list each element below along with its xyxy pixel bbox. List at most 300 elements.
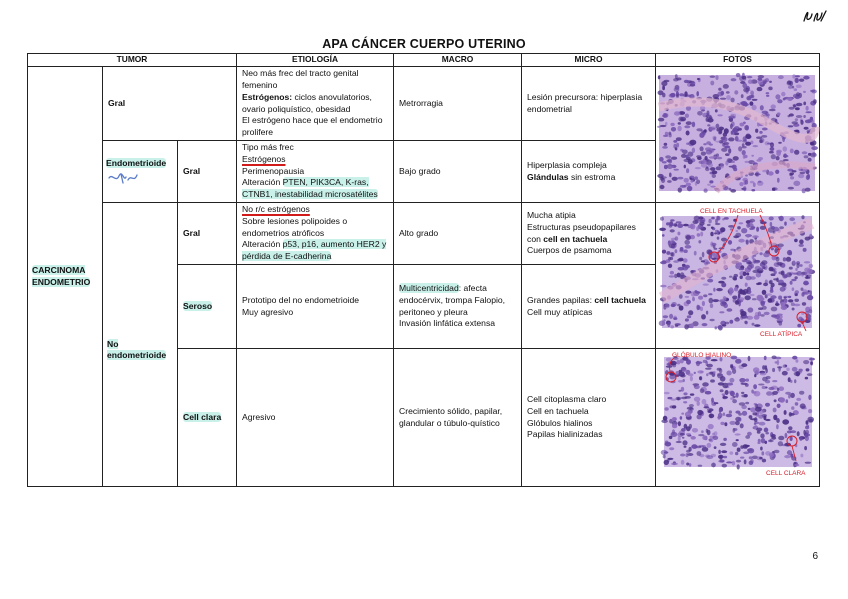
nucleus-mark <box>720 422 724 425</box>
nucleus-mark <box>785 392 791 395</box>
nucleus-mark <box>761 451 764 455</box>
nucleus-mark <box>720 301 726 306</box>
nucleus-mark <box>738 417 742 421</box>
nucleus-mark <box>687 315 691 318</box>
nucleus-mark <box>771 154 776 159</box>
nucleus-mark <box>780 287 786 292</box>
nucleus-mark <box>718 455 724 459</box>
nucleus-mark <box>706 150 712 155</box>
nucleus-mark <box>775 357 782 360</box>
nucleus-mark <box>706 117 710 122</box>
nucleus-mark <box>679 294 683 299</box>
nucleus-mark <box>676 143 679 148</box>
nucleus-mark <box>749 294 754 296</box>
nucleus-mark <box>707 279 713 283</box>
nucleus-mark <box>697 410 703 415</box>
nucleus-mark <box>732 399 737 403</box>
nucleus-mark <box>759 422 766 426</box>
nucleus-mark <box>690 393 694 395</box>
nucleus-mark <box>783 257 786 261</box>
nucleus-mark <box>751 155 754 157</box>
tumor-no-endo-gral: Gral <box>178 203 237 265</box>
nucleus-mark <box>692 297 695 301</box>
nucleus-mark <box>745 180 748 185</box>
nucleus-mark <box>694 176 698 180</box>
nucleus-mark <box>754 324 760 327</box>
nucleus-mark <box>664 407 668 410</box>
annotation-globulo-hialino: GLÓBULO HIALINO <box>672 352 732 359</box>
nucleus-mark <box>663 319 665 321</box>
nucleus-mark <box>707 113 710 117</box>
nucleus-mark <box>762 386 767 389</box>
nucleus-mark <box>794 239 798 243</box>
nucleus-mark <box>718 416 721 419</box>
nucleus-mark <box>679 258 684 261</box>
nucleus-mark <box>660 185 665 189</box>
etiologia-no-endo-gral: No r/c estrógenos Sobre lesiones polipoides o endometrios atróficos Alteración p53, p16, aumento HER2 y pérdida de E-cadherina <box>237 203 394 265</box>
nucleus-mark <box>677 232 680 236</box>
histology-image-seroso <box>656 203 820 349</box>
nucleus-mark <box>671 127 676 132</box>
nucleus-mark <box>702 252 705 258</box>
nucleus-mark <box>721 91 725 96</box>
nucleus-mark <box>813 99 817 103</box>
nucleus-mark <box>717 237 720 240</box>
nucleus-mark <box>731 78 737 81</box>
nucleus-mark <box>705 156 708 160</box>
nucleus-mark <box>758 414 763 418</box>
nucleus-mark <box>720 376 726 382</box>
nucleus-mark <box>684 249 688 253</box>
nucleus-mark <box>703 143 706 145</box>
macro-endometrioide: Bajo grado <box>394 141 522 203</box>
nucleus-mark <box>777 99 782 103</box>
nucleus-mark <box>738 290 742 294</box>
nucleus-mark <box>777 178 780 183</box>
nucleus-mark <box>675 236 679 241</box>
nucleus-mark <box>718 88 721 91</box>
nucleus-mark <box>758 311 761 316</box>
nucleus-mark <box>807 269 813 274</box>
nucleus-mark <box>685 412 691 418</box>
nucleus-mark <box>733 428 737 431</box>
nucleus-mark <box>720 227 725 232</box>
nucleus-mark <box>664 143 668 146</box>
nucleus-mark <box>753 226 755 229</box>
nucleus-mark <box>805 111 811 113</box>
nucleus-mark <box>804 155 809 158</box>
nucleus-mark <box>739 297 744 301</box>
nucleus-mark <box>771 434 776 438</box>
nucleus-mark <box>686 433 691 436</box>
nucleus-mark <box>746 240 749 243</box>
nucleus-mark <box>741 392 744 394</box>
nucleus-mark <box>720 98 726 100</box>
nucleus-mark <box>778 142 782 144</box>
nucleus-mark <box>708 163 713 167</box>
nucleus-mark <box>745 142 751 146</box>
nucleus-mark <box>744 321 747 324</box>
nucleus-mark <box>702 445 706 448</box>
nucleus-mark <box>709 126 716 130</box>
nucleus-mark <box>745 161 749 163</box>
nucleus-mark <box>805 237 811 241</box>
nucleus-mark <box>789 412 792 417</box>
nucleus-mark <box>720 443 726 446</box>
nucleus-mark <box>808 419 813 423</box>
nucleus-mark <box>749 456 753 459</box>
nucleus-mark <box>745 402 749 405</box>
nucleus-mark <box>713 371 716 374</box>
nucleus-mark <box>684 91 687 97</box>
nucleus-mark <box>799 391 804 395</box>
nucleus-mark <box>792 308 795 311</box>
nucleus-mark <box>715 141 721 143</box>
nucleus-mark <box>670 325 674 328</box>
nucleus-mark <box>778 441 783 446</box>
nucleus-mark <box>691 436 696 440</box>
nucleus-mark <box>702 399 707 405</box>
nucleus-mark <box>799 437 802 440</box>
nucleus-mark <box>682 437 685 439</box>
nucleus-mark <box>802 302 806 306</box>
nucleus-mark <box>808 395 811 400</box>
nucleus-mark <box>809 264 813 268</box>
nucleus-mark <box>790 149 794 154</box>
micro-seroso: Grandes papilas: cell tachuela Cell muy atípicas <box>522 265 656 349</box>
nucleus-mark <box>694 385 697 387</box>
nucleus-mark <box>740 311 746 316</box>
nucleus-mark <box>739 378 745 382</box>
nucleus-mark <box>717 325 722 329</box>
nucleus-mark <box>734 90 738 94</box>
nucleus-mark <box>688 310 693 315</box>
nucleus-mark <box>801 215 804 219</box>
nucleus-mark <box>735 359 741 364</box>
nucleus-mark <box>787 80 792 84</box>
nucleus-mark <box>732 461 736 466</box>
nucleus-mark <box>749 415 753 419</box>
nucleus-mark <box>681 460 685 465</box>
nucleus-mark <box>672 363 676 367</box>
nucleus-mark <box>809 309 813 313</box>
nucleus-mark <box>687 407 693 410</box>
nucleus-mark <box>763 252 770 257</box>
tumor-no-endometrioide-cell <box>103 203 178 487</box>
nucleus-mark <box>779 216 784 221</box>
nucleus-mark <box>719 408 722 413</box>
nucleus-mark <box>739 123 744 127</box>
nucleus-mark <box>737 226 741 229</box>
nucleus-mark <box>758 267 763 270</box>
nucleus-mark <box>673 317 677 320</box>
nucleus-mark <box>677 126 681 132</box>
nucleus-mark <box>712 433 715 436</box>
nucleus-mark <box>803 360 809 364</box>
nucleus-mark <box>744 155 748 158</box>
nucleus-mark <box>688 373 694 376</box>
nucleus-mark <box>718 450 721 454</box>
nucleus-mark <box>794 299 799 302</box>
nucleus-mark <box>788 299 793 302</box>
nucleus-mark <box>661 419 667 423</box>
nucleus-mark <box>740 445 743 449</box>
nucleus-mark <box>743 272 747 277</box>
nucleus-mark <box>756 227 759 232</box>
nucleus-mark <box>755 407 762 412</box>
micro-endometrioide: Hiperplasia compleja Glándulas sin estroma <box>522 141 656 203</box>
nucleus-mark <box>684 396 691 399</box>
tumor-cell-clara-cell <box>178 349 237 487</box>
nucleus-mark <box>668 158 672 163</box>
nucleus-mark <box>747 76 752 78</box>
etiologia-line <box>242 154 388 166</box>
nucleus-mark <box>756 283 760 285</box>
nucleus-mark <box>683 258 688 263</box>
nucleus-mark <box>680 454 685 457</box>
nucleus-mark <box>776 156 780 160</box>
nucleus-mark <box>724 128 729 134</box>
nucleus-mark <box>689 447 692 452</box>
nucleus-mark <box>775 303 780 306</box>
nucleus-mark <box>737 464 740 469</box>
nucleus-mark <box>782 371 788 376</box>
nucleus-mark <box>735 452 738 456</box>
nucleus-mark <box>680 117 686 122</box>
nucleus-mark <box>744 394 748 397</box>
nucleus-mark <box>753 367 759 373</box>
nucleus-mark <box>686 463 689 466</box>
nucleus-mark <box>784 222 787 226</box>
nucleus-mark <box>748 79 753 84</box>
nucleus-mark <box>766 376 771 379</box>
nucleus-mark <box>715 109 718 112</box>
nucleus-mark <box>715 223 721 225</box>
nucleus-mark <box>748 356 751 362</box>
nucleus-mark <box>804 261 810 263</box>
nucleus-mark <box>732 161 735 163</box>
nucleus-mark <box>672 417 677 421</box>
nucleus-mark <box>760 105 764 110</box>
nucleus-mark <box>660 261 667 264</box>
nucleus-mark <box>711 359 718 361</box>
nucleus-mark <box>658 75 661 79</box>
nucleus-mark <box>692 428 698 433</box>
nucleus-mark <box>788 377 791 382</box>
nucleus-mark <box>796 398 801 401</box>
nucleus-mark <box>676 94 679 97</box>
nucleus-mark <box>697 451 702 456</box>
nucleus-mark <box>781 283 786 287</box>
nucleus-mark <box>729 287 733 293</box>
nucleus-mark <box>697 233 701 237</box>
nucleus-mark <box>744 459 747 464</box>
nucleus-mark <box>805 436 809 441</box>
nucleus-mark <box>796 78 799 83</box>
nucleus-mark <box>678 187 682 192</box>
nucleus-mark <box>745 283 748 287</box>
nucleus-mark <box>752 391 757 394</box>
nucleus-mark <box>806 368 810 371</box>
nucleus-mark <box>697 401 700 406</box>
nucleus-mark <box>692 122 696 128</box>
nucleus-mark <box>696 155 701 158</box>
nucleus-mark <box>762 128 768 131</box>
nucleus-mark <box>777 388 779 391</box>
nucleus-mark <box>792 121 798 124</box>
nucleus-mark <box>707 184 711 186</box>
nucleus-mark <box>734 318 740 322</box>
nucleus-mark <box>670 271 674 275</box>
nucleus-mark <box>689 463 692 467</box>
nucleus-mark <box>694 251 697 256</box>
nucleus-mark <box>662 161 667 163</box>
nucleus-mark <box>777 404 781 408</box>
tumor-seroso-label: Seroso <box>183 300 213 311</box>
nucleus-mark <box>710 232 713 237</box>
nucleus-mark <box>787 250 792 255</box>
nucleus-mark <box>790 176 794 179</box>
nucleus-mark <box>763 81 767 84</box>
nucleus-mark <box>737 448 741 452</box>
nucleus-mark <box>789 267 793 270</box>
nucleus-mark <box>804 446 807 450</box>
header-tumor: TUMOR <box>28 54 237 67</box>
nucleus-mark <box>718 460 724 463</box>
nucleus-mark <box>676 77 681 80</box>
nucleus-mark <box>714 446 717 449</box>
nucleus-mark <box>676 221 682 223</box>
nucleus-mark <box>772 391 778 395</box>
nucleus-mark <box>732 165 737 170</box>
nucleus-mark <box>725 153 730 156</box>
nucleus-mark <box>783 275 787 278</box>
nucleus-mark <box>765 403 770 407</box>
nucleus-mark <box>662 93 665 98</box>
nucleus-mark <box>671 157 677 160</box>
nucleus-mark <box>739 182 743 186</box>
nucleus-mark <box>703 130 708 132</box>
nucleus-mark <box>726 371 731 376</box>
tumor-endometrioide-gral: Gral <box>178 141 237 203</box>
nucleus-mark <box>778 436 784 441</box>
nucleus-mark <box>765 432 769 434</box>
etiologia-line: Perimenopausia <box>242 165 305 176</box>
nucleus-mark <box>754 374 756 377</box>
tumor-seroso-cell <box>178 265 237 349</box>
nucleus-mark <box>662 234 665 237</box>
nucleus-mark <box>706 311 708 315</box>
nucleus-mark <box>720 163 724 168</box>
nucleus-mark <box>713 137 716 141</box>
nucleus-mark <box>806 106 809 111</box>
nucleus-mark <box>687 186 692 192</box>
nucleus-mark <box>664 304 669 308</box>
etiologia-endometrioide <box>237 141 394 203</box>
nucleus-mark <box>670 257 674 260</box>
tumor-endometrioide-label: Endometrioide <box>106 158 167 169</box>
nucleus-mark <box>792 356 797 360</box>
nucleus-mark <box>775 94 780 99</box>
nucleus-mark <box>752 105 757 110</box>
nucleus-mark <box>661 81 667 86</box>
tumor-cell-clara-label: Cell clara <box>183 411 222 422</box>
nucleus-mark <box>795 268 797 271</box>
nucleus-mark <box>792 367 798 372</box>
nucleus-mark <box>690 140 697 146</box>
histology-image-cell-clara <box>656 349 820 487</box>
nucleus-mark <box>693 220 699 224</box>
nucleus-mark <box>809 290 812 295</box>
nucleus-mark <box>791 302 795 306</box>
nucleus-mark <box>735 301 739 305</box>
page-number: 6 <box>812 551 818 562</box>
nucleus-mark <box>788 125 794 127</box>
nucleus-mark <box>708 293 712 295</box>
estrogenos-underlined: Estrógenos <box>242 153 286 164</box>
nucleus-mark <box>792 287 795 291</box>
nucleus-mark <box>660 285 666 288</box>
table-header-row <box>28 54 820 67</box>
nucleus-mark <box>795 293 798 296</box>
nucleus-mark <box>711 398 714 403</box>
nucleus-mark <box>803 102 806 106</box>
nucleus-mark <box>759 131 762 134</box>
nucleus-mark <box>681 428 686 432</box>
nucleus-mark <box>708 219 711 224</box>
nucleus-mark <box>746 223 750 228</box>
nucleus-mark <box>775 170 779 174</box>
nucleus-mark <box>712 258 717 260</box>
nucleus-mark <box>805 272 808 276</box>
nucleus-mark <box>742 83 747 88</box>
nucleus-mark <box>696 180 700 185</box>
nucleus-mark <box>752 298 757 300</box>
nucleus-mark <box>690 178 692 180</box>
nucleus-mark <box>722 137 728 143</box>
nucleus-mark <box>703 283 709 285</box>
nucleus-mark <box>802 151 808 154</box>
nucleus-mark <box>676 360 680 365</box>
nucleus-mark <box>769 452 774 457</box>
nucleus-mark <box>750 219 756 223</box>
nucleus-mark <box>805 377 808 380</box>
nucleus-mark <box>773 408 777 413</box>
nucleus-mark <box>776 424 779 429</box>
nucleus-mark <box>730 391 735 396</box>
nucleus-mark <box>702 447 709 452</box>
nucleus-mark <box>695 167 701 169</box>
nucleus-mark <box>743 186 746 191</box>
nucleus-mark <box>674 111 680 115</box>
nucleus-mark <box>676 137 682 141</box>
nucleus-mark <box>740 276 743 280</box>
nucleus-mark <box>768 387 774 390</box>
nucleus-mark <box>808 158 812 162</box>
nucleus-mark <box>771 314 777 317</box>
nucleus-mark <box>795 75 800 77</box>
nucleus-mark <box>717 230 720 235</box>
nucleus-mark <box>750 91 754 96</box>
nucleus-mark <box>700 146 704 151</box>
nucleus-mark <box>755 129 758 133</box>
nucleus-mark <box>790 281 793 285</box>
header-macro: MACRO <box>394 54 522 67</box>
nucleus-mark <box>797 431 800 436</box>
nucleus-mark <box>712 171 718 175</box>
nucleus-mark <box>699 133 704 138</box>
nucleus-mark <box>745 379 749 382</box>
